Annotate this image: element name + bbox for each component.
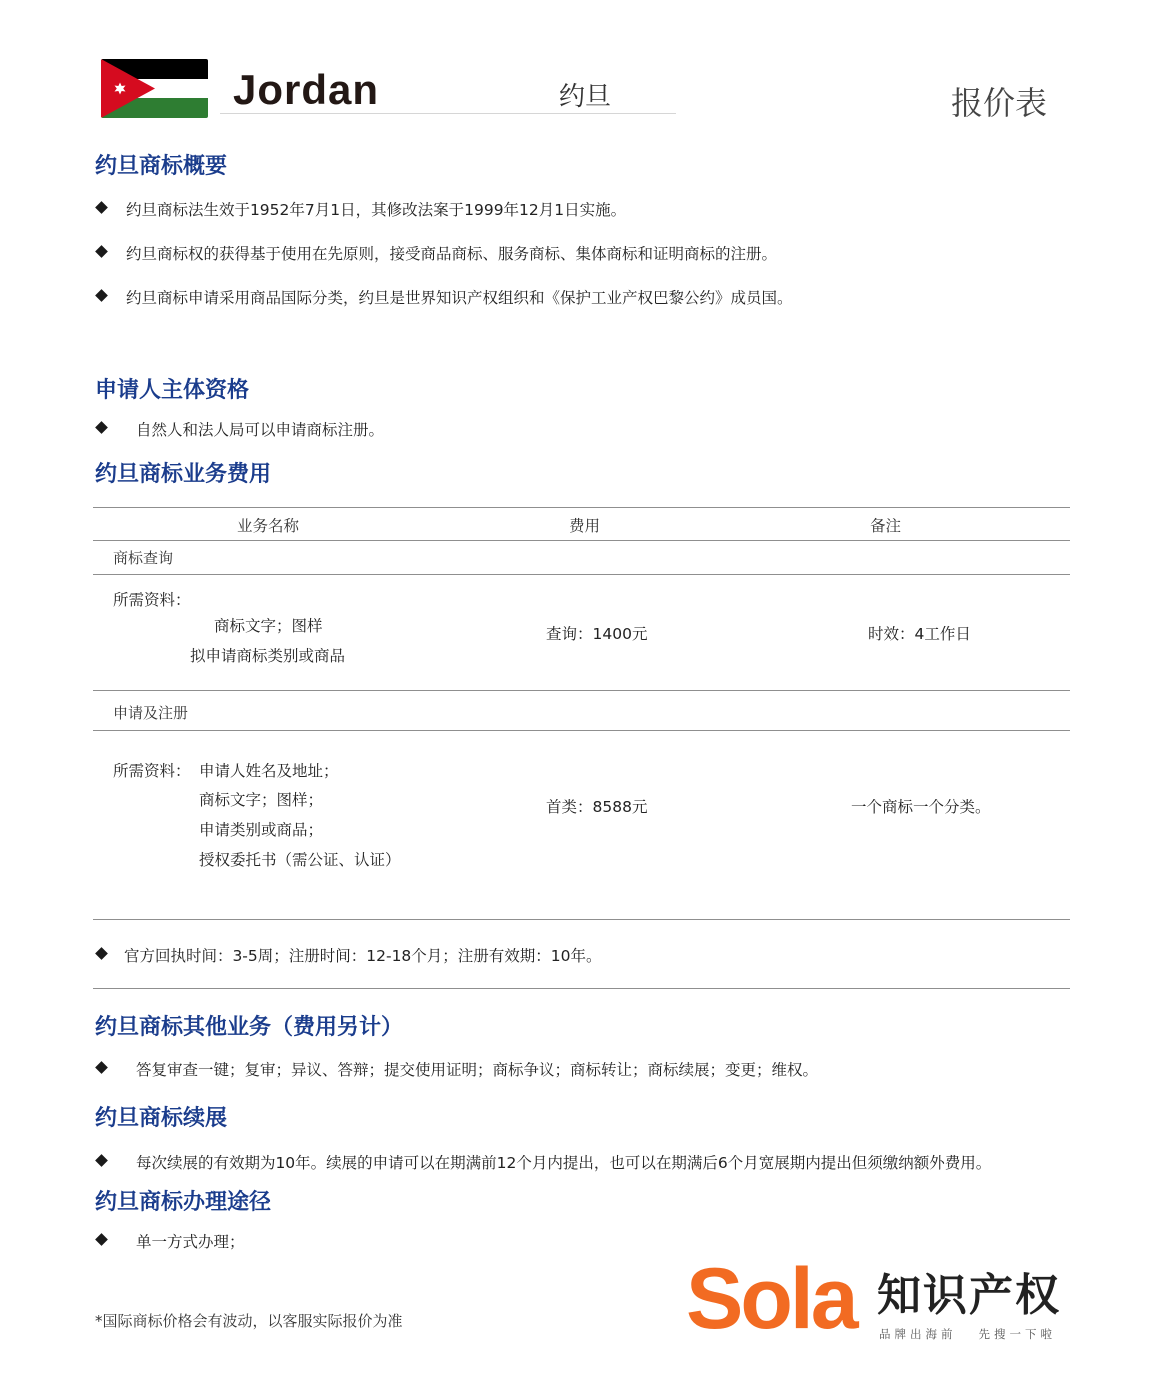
country-name-cn: 约旦 [559, 82, 612, 112]
sola-logo: Sola [686, 1251, 856, 1347]
list-item: 单一方式办理； [95, 1230, 244, 1252]
jordan-flag-icon [101, 59, 208, 118]
list-item: 约旦商标权的获得基于使用在先原则，接受商品商标、服务商标、集体商标和证明商标的注册。 [95, 242, 777, 264]
search-material-item: 拟申请商标类别或商品 [190, 647, 346, 665]
search-material-item: 商标文字；图样 [214, 617, 323, 635]
country-name-en: Jordan [233, 66, 380, 113]
diamond-bullet-icon [95, 201, 108, 214]
section-title-fees: 约旦商标业务费用 [95, 462, 272, 487]
table-rule [93, 730, 1070, 731]
diamond-bullet-icon [95, 245, 108, 258]
registration-fee: 首类：8588元 [546, 798, 648, 816]
table-rule [93, 574, 1070, 575]
diamond-bullet-icon [95, 1233, 108, 1246]
table-rule [93, 690, 1070, 691]
search-note: 时效：4工作日 [868, 625, 971, 643]
slogan-left: 品牌出海前 [879, 1327, 957, 1341]
table-header-fee: 费用 [569, 517, 601, 535]
section-title-other: 约旦商标其他业务（费用另计） [95, 1015, 404, 1040]
search-fee: 查询：1400元 [546, 625, 648, 643]
table-rule-bottom [93, 988, 1070, 989]
list-item: 约旦商标申请采用商品国际分类，约旦是世界知识产权组织和《保护工业产权巴黎公约》成员国。 [95, 286, 792, 308]
list-item: 自然人和法人局可以申请商标注册。 [95, 418, 384, 440]
slogan-right: 先搜一下啦 [978, 1327, 1056, 1341]
diamond-bullet-icon [95, 1154, 108, 1167]
registration-material-item: 授权委托书（需公证、认证） [199, 851, 401, 869]
section-title-qualification: 申请人主体资格 [95, 378, 250, 403]
timeline-item: 官方回执时间：3-5周；注册时间：12-18个月；注册有效期：10年。 [95, 944, 602, 966]
section-title-renewal: 约旦商标续展 [95, 1106, 228, 1131]
table-subheader-registration: 申请及注册 [113, 704, 189, 722]
table-rule [93, 919, 1070, 920]
logo-cn-text: 知识产权 [877, 1270, 1061, 1321]
section-title-overview: 约旦商标概要 [95, 154, 228, 179]
document-title: 报价表 [951, 84, 1048, 122]
list-item: 每次续展的有效期为10年。续展的申请可以在期满前12个月内提出，也可以在期满后6个月宽展期内提出但须缴纳额外费用。 [95, 1151, 991, 1173]
logo-slogan [879, 1326, 1056, 1342]
table-rule [93, 540, 1070, 541]
price-disclaimer: *国际商标价格会有波动，以客服实际报价为准 [95, 1312, 403, 1330]
table-subheader-search: 商标查询 [113, 549, 174, 567]
jordan-flag [101, 59, 208, 118]
list-item: 答复审查一键；复审；异议、答辩；提交使用证明；商标争议；商标转让；商标续展；变更；维权。 [95, 1058, 818, 1080]
list-item: 约旦商标法生效于1952年7月1日，其修改法案于1999年12月1日实施。 [95, 198, 626, 220]
search-materials-label: 所需资料： [113, 591, 191, 609]
registration-material-item: 商标文字；图样； [199, 791, 324, 809]
table-header-note: 备注 [870, 517, 902, 535]
registration-material-item: 申请类别或商品； [199, 821, 324, 839]
header-divider [220, 113, 676, 114]
registration-materials-label: 所需资料： [113, 762, 191, 780]
diamond-bullet-icon [95, 421, 108, 434]
diamond-bullet-icon [95, 289, 108, 302]
diamond-bullet-icon [95, 1061, 108, 1074]
table-header-service: 业务名称 [237, 517, 300, 535]
registration-material-item: 申请人姓名及地址； [199, 762, 339, 780]
diamond-bullet-icon [95, 947, 108, 960]
section-title-channel: 约旦商标办理途径 [95, 1190, 272, 1215]
table-rule-top [93, 507, 1070, 508]
registration-note: 一个商标一个分类。 [851, 798, 991, 816]
